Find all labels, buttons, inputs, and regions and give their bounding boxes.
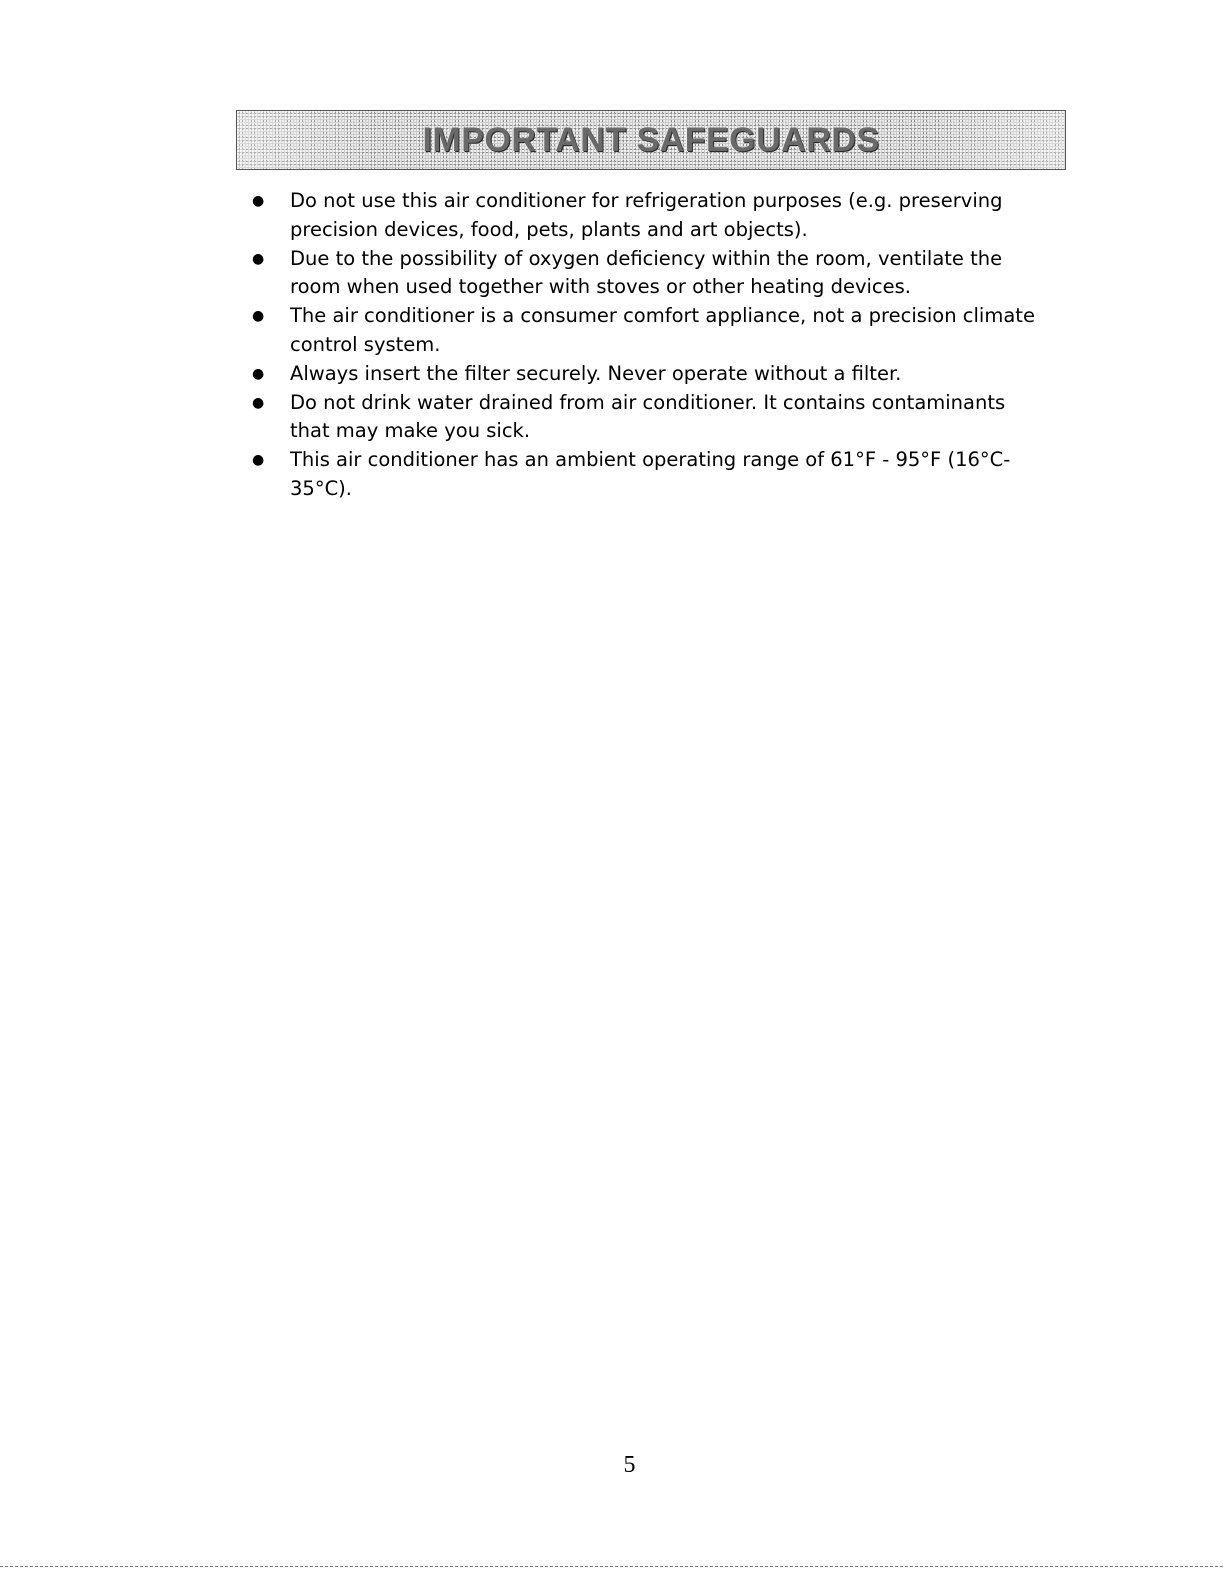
- bullet-icon: ●: [252, 250, 265, 267]
- list-item: [248, 389, 1048, 447]
- list-item-text: Due to the possibility of oxygen deficiency within the room, ventilate the room when used together with stoves or other heating devices.: [290, 246, 1003, 299]
- banner-right-shading: [925, 111, 1065, 169]
- list-item: [248, 360, 1048, 389]
- list-item: [248, 302, 1048, 360]
- list-item-text: Do not drink water drained from air conditioner. It contains contaminants that may make you sick.: [290, 390, 1006, 443]
- bullet-icon: ●: [252, 365, 265, 382]
- list-item: [248, 446, 1048, 504]
- page-number: 5: [623, 1452, 636, 1478]
- bullet-icon: ●: [252, 308, 265, 325]
- list-item: [248, 187, 1048, 245]
- list-item-text: This air conditioner has an ambient operating range of 61°F - 95°F (16°C-35°C).: [290, 448, 1011, 500]
- banner-left-shading: [237, 111, 377, 169]
- section-title: IMPORTANT SAFEGUARDS: [422, 120, 880, 159]
- list-item: [248, 245, 1048, 303]
- bullet-icon: ●: [252, 394, 265, 411]
- bottom-divider: [0, 1566, 1223, 1567]
- section-header-banner: [236, 110, 1066, 170]
- safeguards-list: [248, 187, 1048, 504]
- bullet-icon: ●: [252, 193, 265, 209]
- bullet-icon: ●: [252, 452, 265, 469]
- list-item-text: The air conditioner is a consumer comfort appliance, not a precision climate control system.: [290, 304, 1035, 356]
- list-item-text: Do not use this air conditioner for refrigeration purposes (e.g. preserving precision devices, food, pets, plants and art objects).: [290, 189, 1003, 241]
- list-item-text: Always insert the filter securely. Never operate without a filter.: [290, 361, 902, 385]
